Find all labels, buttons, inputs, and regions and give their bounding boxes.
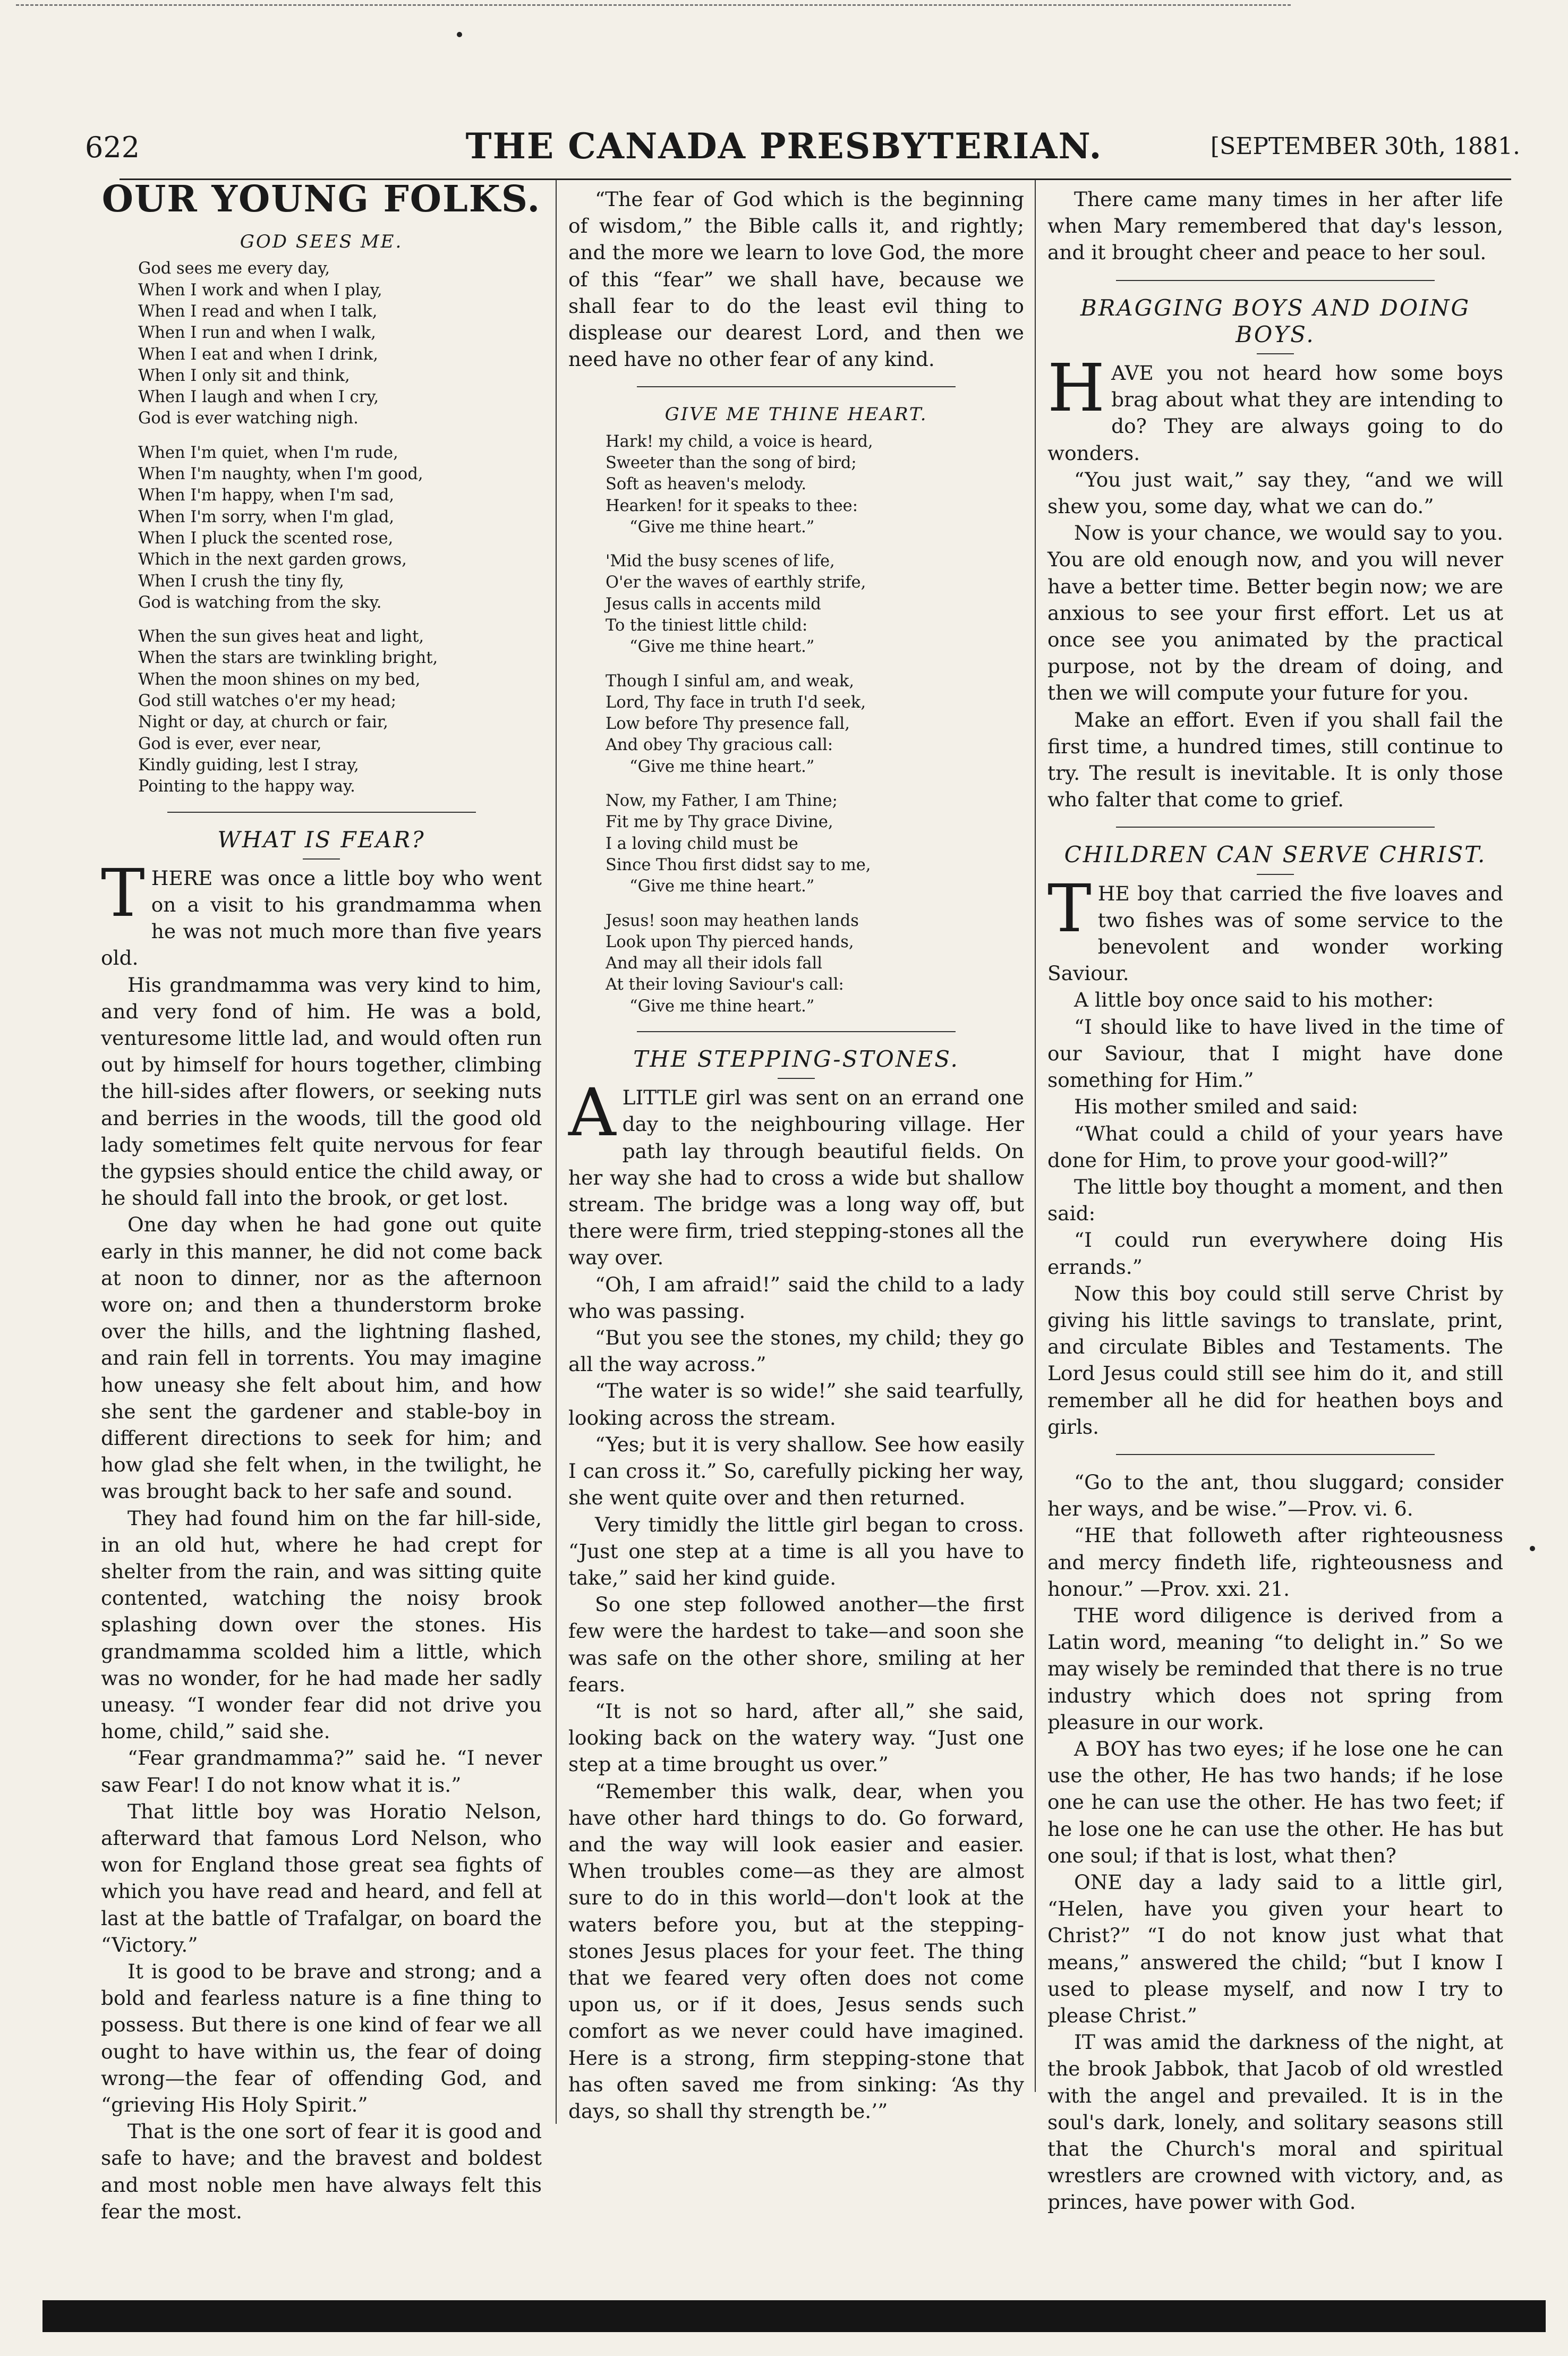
divider xyxy=(637,386,956,387)
poem-line: When I pluck the scented rose, xyxy=(138,529,394,548)
poem-line: When the sun gives heat and light, xyxy=(138,627,424,647)
poem-line: Low before Thy presence fall, xyxy=(606,715,850,734)
paragraph: “Oh, I am afraid!” said the child to a lady who was passing. xyxy=(568,1272,1024,1323)
poem-line: When the moon shines on my bed, xyxy=(138,670,421,689)
poem-line: Jesus calls in accents mild xyxy=(606,594,821,614)
poem-line: God is ever watching nigh. xyxy=(138,409,359,428)
section-title: OUR YOUNG FOLKS. xyxy=(101,178,541,220)
poem-line: “Give me thine heart.” xyxy=(629,757,815,776)
paragraph: The little boy thought a moment, and then said: xyxy=(1047,1175,1503,1226)
article-title: THE STEPPING-STONES. xyxy=(633,1046,959,1073)
poem-line: Jesus! soon may heathen lands xyxy=(606,911,859,930)
paragraph: There came many times in her after life when Mary remembered that day's lesson, and it brought cheer and peace to her soul. xyxy=(1047,188,1503,265)
column-divider-1 xyxy=(556,180,557,2124)
poem-line: At their loving Saviour's call: xyxy=(606,975,844,994)
poem-line: 'Mid the busy scenes of life, xyxy=(606,552,835,571)
issue-date: [SEPTEMBER 30th, 1881. xyxy=(1210,133,1520,160)
poem-line: Fit me by Thy grace Divine, xyxy=(606,813,833,832)
poem-line: “Give me thine heart.” xyxy=(629,877,815,896)
paragraph: That is the one sort of fear it is good and safe to have; and the bravest and boldest and most noble men have always felt this fear the most. xyxy=(101,2120,542,2223)
poem-stanza xyxy=(606,671,1024,778)
divider xyxy=(1116,280,1435,281)
poem-line: Night or day, at church or fair, xyxy=(138,713,388,732)
poem-line: I a loving child must be xyxy=(606,834,798,853)
paragraph: Now is your chance, we would say to you. You are old enough now, and you will never have a better time. Better begin now; we are anxious to see your first effort. Let us at once see you animated by the practical purpose, not by the dream of doing, and then we will compute your future for you. xyxy=(1047,521,1503,705)
paragraph: His mother smiled and said: xyxy=(1074,1095,1358,1119)
page-number: 622 xyxy=(85,131,140,164)
drop-cap: T xyxy=(101,855,145,932)
poem xyxy=(101,258,542,797)
paragraph: Make an effort. Even if you shall fail the first time, a hundred times, still continue to try. The result is inevitable. It is only those who falter that come to grief. xyxy=(1047,708,1503,812)
poem-line: “Give me thine heart.” xyxy=(629,517,815,537)
paragraph: “Fear grandmamma?” said he. “I never saw Fear! I do not know what it is.” xyxy=(101,1746,542,1797)
paragraph: It is good to be brave and strong; and a bold and fearless nature is a fine thing to possess. But there is one kind of fear we all ought to have within us, the fear of doing wrong—the fear of offending God, and “grieving His Holy Spirit.” xyxy=(101,1960,542,2117)
paragraph: So one step followed another—the first few were the hardest to take—and soon she was safe on the other shore, smiling at her fears. xyxy=(568,1593,1024,1696)
poem-line: When I run and when I walk, xyxy=(138,324,376,343)
divider xyxy=(1116,1454,1435,1455)
paragraph: A little boy once said to his mother: xyxy=(1074,988,1434,1012)
poem-stanza xyxy=(606,551,1024,658)
poem-line: God still watches o'er my head; xyxy=(138,692,397,711)
drop-cap: A xyxy=(568,1075,616,1152)
poem-line: And may all their idols fall xyxy=(606,954,823,973)
paragraph: IT was amid the darkness of the night, at the brook Jabbok, that Jacob of old wrestled with the angel and prevailed. It is in the soul's dark, lonely, and solitary seasons still that the Church's moral and spiritual wrestlers are crowned with victory, and, as princes, have power with God. xyxy=(1047,2030,1503,2214)
paragraph: “It is not so hard, after all,” she said, looking back on the watery way. “Just one step at a time brought us over.” xyxy=(568,1699,1024,1776)
poem-line: “Give me thine heart.” xyxy=(629,997,815,1016)
paragraph: They had found him on the far hill-side, in an old hut, where he had crept for shelter from the rain, and was sitting quite contented, watching the noisy brook splashing down over the stones. His grandmamma scolded him a little, which was no wonder, for he had made her sadly uneasy. “I wonder fear did not drive you home, child,” said she. xyxy=(101,1506,542,1743)
poem-line: When I only sit and think, xyxy=(138,366,350,385)
poem-line: Pointing to the happy way. xyxy=(138,777,355,796)
paragraph: THE word diligence is derived from a Latin word, meaning “to delight in.” So we may wisely be reminded that there is no true industry which does not spring from pleasure in our work. xyxy=(1047,1603,1503,1734)
article-first-paragraph: HAVE you not heard how some boys brag about what they are intending to do? They are always going to do wonders. xyxy=(1047,350,1503,465)
poem-line: Lord, Thy face in truth I'd seek, xyxy=(606,693,866,712)
paragraph: “You just wait,” say they, “and we will shew you, some day, what we can do.” xyxy=(1047,467,1503,518)
poem-stanza xyxy=(138,443,542,614)
margin-dot xyxy=(1530,1546,1535,1551)
poem-stanza xyxy=(606,431,1024,538)
poem-line: When I'm naughty, when I'm good, xyxy=(138,465,423,484)
poem-line: When I read and when I talk, xyxy=(138,302,378,321)
drop-cap: T xyxy=(1047,870,1092,947)
divider xyxy=(167,812,476,813)
poem-line: Which in the next garden grows, xyxy=(138,550,407,569)
poem-line: God sees me every day, xyxy=(138,259,330,278)
masthead: THE CANADA PRESBYTERIAN. xyxy=(465,125,1103,167)
poem-line: When the stars are twinkling bright, xyxy=(138,649,438,668)
paragraph: A BOY has two eyes; if he lose one he can use the other, He has two hands; if he lose one he can use the other. He has two feet; if he lose one he can use the other. He has but one soul; if that is lost, what then? xyxy=(1047,1737,1503,1867)
paragraph: That little boy was Horatio Nelson, afterward that famous Lord Nelson, who won for England those great sea fights of which you have read and heard, and fell at last at the battle of Trafalgar, on board the “Victory.” xyxy=(101,1799,542,1957)
paragraph: “I could run everywhere doing His errands.” xyxy=(1047,1228,1503,1279)
divider xyxy=(1116,827,1435,828)
paragraph: “I should like to have lived in the time of our Saviour, that I might have done something for Him.” xyxy=(1047,1015,1503,1092)
article-title: WHAT IS FEAR? xyxy=(217,826,425,853)
paragraph: ONE day a lady said to a little girl, “Helen, have you given your heart to Christ?” “I do not know just what that means,” answered the child; “but I know I used to please myself, and now I try to please Christ.” xyxy=(1047,1870,1503,2027)
poem-line: To the tiniest little child: xyxy=(606,616,808,635)
paragraph: “HE that followeth after righteousness and mercy findeth life, righteousness and honour.” —Prov. xxi. 21. xyxy=(1047,1524,1503,1601)
column-3 xyxy=(1047,186,1503,2216)
column-1 xyxy=(101,178,542,2225)
poem-line: Sweeter than the song of bird; xyxy=(606,453,857,472)
poem-line: “Give me thine heart.” xyxy=(629,637,815,657)
poem-stanza xyxy=(138,626,542,797)
paragraph: “What could a child of your years have done for Him, to prove your good-will?” xyxy=(1047,1121,1503,1172)
poem-stanza xyxy=(606,911,1024,1017)
title-underline xyxy=(778,1078,815,1079)
page-bottom-band xyxy=(42,2300,1546,2332)
paragraph: Now this boy could still serve Christ by giving his little savings to translate, print, and circulate Bibles and Testaments. The Lord Jesus could still see him do it, and still remember all he did for heathen boys and girls. xyxy=(1047,1281,1503,1439)
article-first-paragraph: THERE was once a little boy who went on a visit to his grandmamma when he was not much more than five years old. xyxy=(101,855,542,970)
poem-line: When I'm sorry, when I'm glad, xyxy=(138,507,395,526)
poem-line: When I laugh and when I cry, xyxy=(138,388,379,407)
page-top-rule xyxy=(16,4,1291,9)
paragraph: One day when he had gone out quite early in this manner, he did not come back at noon to dinner, nor as the afternoon wore on; and then a thunderstorm broke over the hills, and the lightning flashed, and rain fell in torrents. You may imagine how uneasy she felt about him, and how she sent the gardener and stable-boy in different directions to seek for him; and how glad she felt when, in the twilight, he was brought back to her safe and sound. xyxy=(101,1213,542,1503)
paragraph: “Remember this walk, dear, when you have other hard things to do. Go forward, and the way will look easier and easier. When troubles come—as they are almost sure to do in this world—don't look at the waters before you, but at the stepping-stones Jesus places for your feet. The thing that we feared very often does not come upon us, or if it does, Jesus sends such comfort as we never could have imagined. Here is a strong, firm stepping-stone that has often saved me from sinking: ‘As thy days, so shall thy strength be.’” xyxy=(568,1779,1024,2123)
poem-line: Since Thou first didst say to me, xyxy=(606,855,871,874)
column-divider-2 xyxy=(1035,180,1036,2092)
paragraph: His grandmamma was very kind to him, and very fond of him. He was a bold, venturesome little lad, and would often run out by himself for hours together, climbing the hill-sides after flowers, or seeking nuts and berries in the woods, till the good old lady sometimes felt quite nervous for fear the gypsies should entice the child away, or he should fall into the brook, or get lost. xyxy=(101,973,542,1210)
paragraph: “But you see the stones, my child; they go all the way across.” xyxy=(568,1326,1024,1376)
article-first-paragraph: ALITTLE girl was sent on an errand one day to the neighbouring village. Her path lay through beautiful fields. On her way she had to cross a wide but shallow stream. The bridge was a long way off, but there were firm, tried stepping-stones all the way over. xyxy=(568,1075,1024,1270)
article-title: CHILDREN CAN SERVE CHRIST. xyxy=(1064,841,1487,868)
poem-line: When I'm happy, when I'm sad, xyxy=(138,486,395,505)
poem-line: When I'm quiet, when I'm rude, xyxy=(138,443,398,462)
poem-line: When I eat and when I drink, xyxy=(138,345,378,364)
poem xyxy=(568,431,1024,1017)
poem-line: When I crush the tiny fly, xyxy=(138,572,344,591)
poem-line: Look upon Thy pierced hands, xyxy=(606,932,854,951)
title-underline xyxy=(303,858,340,860)
paragraph: “The water is so wide!” she said tearfully, looking across the stream. xyxy=(568,1379,1024,1430)
drop-cap: H xyxy=(1047,350,1105,427)
article-first-paragraph: THE boy that carried the five loaves and two fishes was of some service to the benevolent and wonder working Saviour. xyxy=(1047,870,1503,985)
poem-stanza xyxy=(606,790,1024,897)
paragraph: “Yes; but it is very shallow. See how easily I can cross it.” So, carefully picking her way, she went quite over and then returned. xyxy=(568,1432,1024,1510)
poem-line: God is watching from the sky. xyxy=(138,593,382,612)
poem-title: GOD SEES ME. xyxy=(240,231,403,253)
title-underline xyxy=(1257,353,1294,354)
article-title: BRAGGING BOYS AND DOING BOYS. xyxy=(1080,294,1471,347)
poem-line: Kindly guiding, lest I stray, xyxy=(138,755,359,775)
paragraph: “The fear of God which is the beginning of wisdom,” the Bible calls it, and rightly; and the more we learn to love God, the more of this “fear” we shall have, because we shall fear to do the least evil thing to displease our dearest Lord, and then we need have no other fear of any kind. xyxy=(568,188,1024,371)
poem-line: Hearken! for it speaks to thee: xyxy=(606,496,858,515)
paragraph: Very timidly the little girl began to cross. “Just one step at a time is all you have to take,” said her kind guide. xyxy=(568,1512,1024,1589)
poem-line: God is ever, ever near, xyxy=(138,734,322,753)
poem-line: O'er the waves of earthly strife, xyxy=(606,573,866,592)
poem-line: Though I sinful am, and weak, xyxy=(606,671,855,691)
margin-dot xyxy=(457,32,462,37)
paragraph: “Go to the ant, thou sluggard; consider her ways, and be wise.”—Prov. vi. 6. xyxy=(1047,1470,1503,1521)
divider xyxy=(637,1031,956,1032)
column-2 xyxy=(568,186,1024,2124)
poem-line: Now, my Father, I am Thine; xyxy=(606,792,838,811)
title-underline xyxy=(1257,874,1294,875)
poem-stanza xyxy=(138,258,542,429)
poem-line: Soft as heaven's melody. xyxy=(606,475,807,494)
poem-title: GIVE ME THINE HEART. xyxy=(664,404,928,426)
poem-line: And obey Thy gracious call: xyxy=(606,736,833,755)
poem-line: Hark! my child, a voice is heard, xyxy=(606,432,873,451)
poem-line: When I work and when I play, xyxy=(138,280,382,300)
